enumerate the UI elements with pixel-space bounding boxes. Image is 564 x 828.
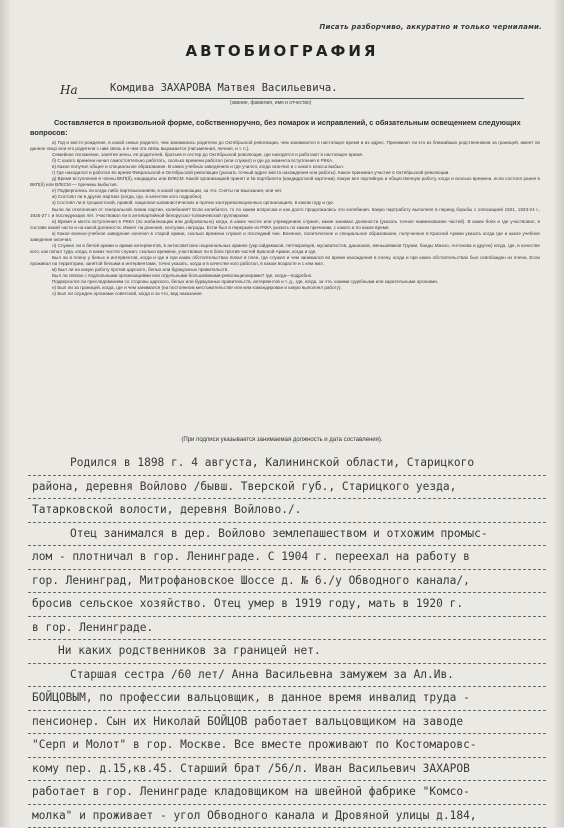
typed-line: Родился в 1898 г. 4 августа, Калининской области, Старицкого bbox=[28, 452, 546, 476]
typed-line: бросив сельское хозяйство. Отец умер в 1919 году, мать в 1920 г. bbox=[28, 593, 546, 617]
question-item: и) Время и место вступления в РККА (по мобилизации или добровольно) когда, в каких частях или учреждениях служил, какие занимал должности (указать точное наименование частей). В каких боях и где участвовал, в составе какой части и на какой должности. Имеет ли ранения, контузии, награды. Если был в перерыве из РККА указать по каким причинам, с какого и по какое время. bbox=[30, 219, 540, 231]
addressee-caption: (звание, фамилия, имя и отчество) bbox=[230, 100, 311, 106]
page-edge-right bbox=[554, 0, 564, 827]
writing-notice: Писать разборчиво, аккуратно и только чернилами. bbox=[319, 23, 542, 31]
typed-line: работает в гор. Ленинграде кладовщиком на швейной фабрике "Комсо- bbox=[28, 781, 546, 805]
addressee-label: На bbox=[60, 83, 78, 97]
question-item: л) Служил ли в белой армии и армии интервентов, в антисоветских национальных армиях (укр.гайдамаков, петлюровцев, мусаватистов, дашнаков, меньшевиков Грузии, банды Махно, Антонова и других) когда, где, в качестве кого, как попал туда, когда, в каких частях служил, сколько времени, участвовал ли в боях против частей Красной Армии, когда и где. bbox=[30, 243, 540, 255]
question-item: в) Какое получил общее и специальное образование. В каких учебных заведениях и где учился, когда окончил и с какого класса выбыл. bbox=[30, 164, 540, 170]
question-item: Подвергался ли преследованиям со стороны царского, белых или буржуазных правительств, интервентов и т. д., где, когда, за что, какими судебными или карательными органами. bbox=[30, 279, 540, 285]
question-item: ж) Состоял ли в других партиях (когда, где, в качестве кого подробно). bbox=[30, 194, 540, 200]
question-item: Семейное положение, занятие жены, ее родителей, братьев и сестер до Октябрьской революции, где находятся и работают в настоящее время. bbox=[30, 152, 540, 158]
question-item: з) Состоял ли в троцкистской, правой, национал-шовинистических и прочих контрреволюционных организациях, в каком году и где. bbox=[30, 200, 540, 206]
question-item: Были ли отклонения от генеральной линии партии, колебания? Если колебался, то по каким вопросам и как долго продолжались эти колебания. Какую партработу выполнял в период борьбы с оппозицией 1921, 1923-24 г., 1925-27 г. и последующих лет. Участвовал ли в антипартийной белорусско-толмачевской группировке. bbox=[30, 207, 540, 219]
addressee-value: Комдива ЗАХАРОВА Матвея Васильевича. bbox=[110, 82, 338, 94]
question-item: Был ли связан с подпольными организациями или отдельными большевиками-революционерами? где, когда—подробно. bbox=[30, 273, 540, 279]
question-item: м) Был ли на какую работу против царского, белых или буржуазных правительств. bbox=[30, 267, 540, 273]
page-edge-left bbox=[0, 0, 10, 827]
question-item: г) Где находился и работал во время Февральской и Октябрьской революции (указать точный адрес места нахождения или работы). Какое принимал участие в Октябрьской революции. bbox=[30, 170, 540, 176]
typed-line: Ни каких родственников за границей нет. bbox=[28, 640, 546, 664]
typed-line: кому пер. д.15,кв.45. Старший брат /56/л. Иван Васильевич ЗАХАРОВ bbox=[28, 758, 546, 782]
typed-line: молка" и проживает - угол Обводного канала и Дровяной улицы д.184, bbox=[28, 805, 546, 828]
question-item: о) Был ли осужден органами советской, когда и за что, вид наказания. bbox=[30, 291, 540, 297]
question-item: Был ли в плену у белых и интервентов, когда и где и при каких обстоятельствах попал в плен, где служил и чем занимался во время нахождения в плену, когда и при каких обстоятельствах был освобожден из плена. Если проживал на территории, занятой белыми и интервентами, точно указать, когда и в качестве кого работал, в каком возрасте и с кем жил. bbox=[30, 255, 540, 267]
typed-line: пенсионер. Сын их Николай БОЙЦОВ работает вальцовщиком на заводе bbox=[28, 711, 546, 735]
typed-line: "Серп и Молот" в гор. Москве. Все вместе проживают по Костомаровс- bbox=[28, 734, 546, 758]
question-item: д) Время вступления в члены ВКП(б), кандидаты или ВЛКСМ. Какой организацией принят и № партбилета (кандидатской карточки). Какую вел партийную и общественную работу, когда и сколько времени, если состоял ранее в ВКП(б) или ВЛКСМ — причины выбытия. bbox=[30, 176, 540, 188]
typed-line: БОЙЦОВЫМ, по профессии вальцовщик, в данное время инвалид труда - bbox=[28, 687, 546, 711]
typed-line: Отец занимался в дер. Войлово землепашеством и отхожим промыс- bbox=[28, 523, 546, 547]
question-item: н) Был ли за границей, когда, где и чем занимался (на постоянном местожительстве или кем командирован и какую выполнял работу). bbox=[30, 285, 540, 291]
typed-line: в гор. Ленинграде. bbox=[28, 617, 546, 641]
question-item: б) С какого времени начал самостоятельно работать, сколько времени работал (или служил) и где до момента вступления в РККА. bbox=[30, 158, 540, 164]
document-title: АВТОБИОГРАФИЯ bbox=[0, 42, 564, 60]
question-item: к) Какое военно-учебное заведение окончил в старой армии, сколько времени служил и последний чин. Военное, политическое и специальное образование, полученное в Красной Армии указать когда где и какое учебное заведение окончил. bbox=[30, 231, 540, 243]
typed-line: Старшая сестра /60 лет/ Анна Васильевна замужем за Ал.Ив. bbox=[28, 664, 546, 688]
typed-line: лом - плотничал в гор. Ленинграде. С 1904 г. переехал на работу в bbox=[28, 546, 546, 570]
instructions-intro: Составляется в произвольной форме, собственноручно, без помарок и исправлений, с обязательным освещением следующих вопросов: bbox=[30, 118, 540, 138]
signature-footnote: (При подписи указывается занимаемая должность и дата составления). bbox=[0, 437, 564, 443]
question-item: е) Подвергались ли когда-либо партвзысканиям, в какой организации, за что. Сняты ли взыскания, или нет. bbox=[30, 188, 540, 194]
questions-list bbox=[30, 140, 540, 297]
typed-biography bbox=[28, 452, 546, 828]
typed-line: района, деревня Войлово /бывш. Тверской губ., Старицкого уезда, bbox=[28, 476, 546, 500]
question-item: а) Год и место рождения, в какой семье родился, чем занимались родители до Октябрьской революции, чем занимаются в настоящее время и их адрес. Принимает ли кто из ближайших родственников за границей, имеет ли данное лицо или его родители с ним связь и в чем эта связь выражается (письменная, личная, и т. п.). bbox=[30, 140, 540, 152]
typed-line: Татарковской волости, деревня Войлово./. bbox=[28, 499, 546, 523]
addressee-underline bbox=[78, 98, 524, 99]
typed-line: гор. Ленинград, Митрофановское Шоссе д. № 6./у Обводного канала/, bbox=[28, 570, 546, 594]
